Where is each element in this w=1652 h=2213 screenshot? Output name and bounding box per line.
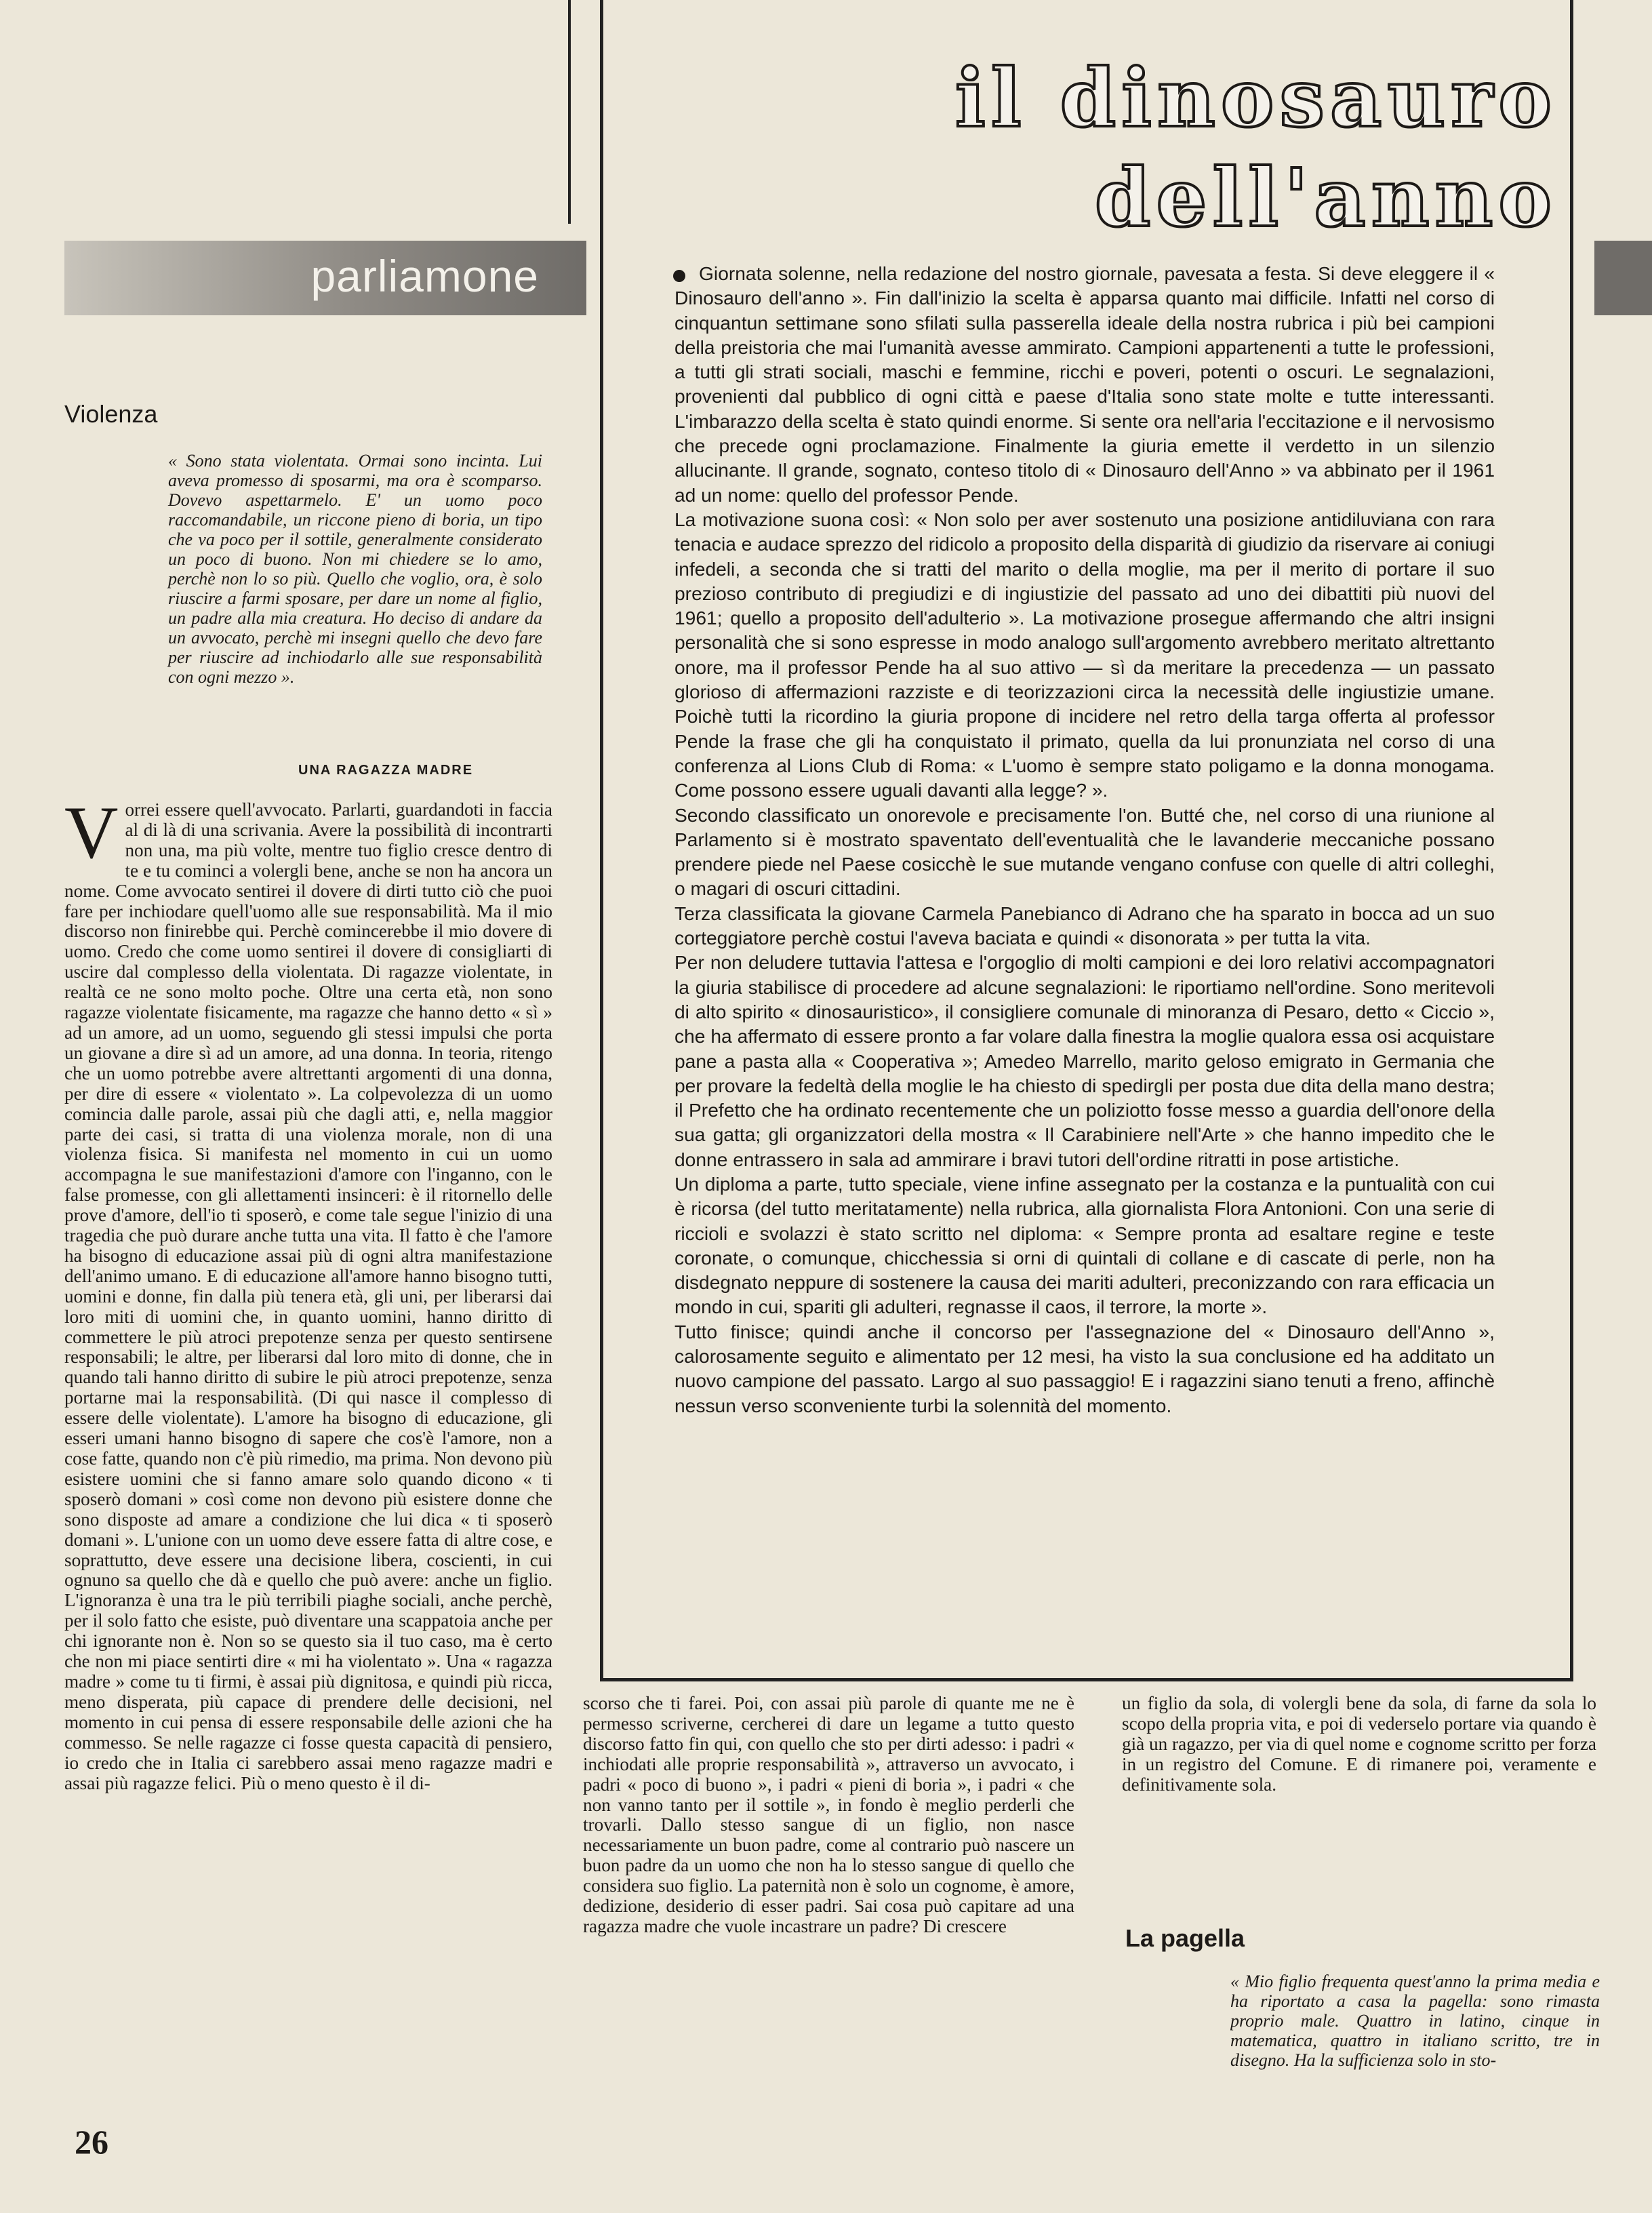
page-number: 26 bbox=[75, 2123, 108, 2161]
article-paragraph: Secondo classificato un onorevole e precisamente l'on. Butté che, nel corso di una riunione al Parlamento si è mostrato spaventato dell'eventualità che le lavanderie meccaniche possano prendere piede nel Paese cosicchè le sue mutande vengano confuse con quelle di altri colleghi, o magari di oscuri cittadini. bbox=[674, 803, 1495, 900]
article-paragraph: Per non deludere tuttavia l'attesa e l'orgoglio di molti campioni e dei loro relativi accompagnatori la giuria stabilisce di procedere ad alcune segnalazioni: le riportiamo nell'ordine. Sono meritevoli di alto spirito « dinosauristico», il consigliere comunale di minoranza di Pesaro, detto « Ciccio », che ha affermato di essere pronto a far volare dalla finestra la moglie qualora essa osi acquistare pane a pasta alla « Cooperativa »; Amedeo Marrello, marito geloso emigrato in Germania che per provare la fedeltà della moglie le ha chiesto di spedirgli per posta due dita della mano destra; il Prefetto che ha ordinato recentemente che un poliziotto fosse messo a guardia dell'onore della sua gatta; gli organizzatori della mostra « Il Carabiniere nell'Arte » che hanno impedito che le donne entrassero in sala ad ammirare i bravi tutori dell'ordine ritratti in pose artistiche. bbox=[674, 951, 1495, 1170]
article-paragraph: Giornata solenne, nella redazione del nostro giornale, pavesata a festa. Si deve eleggere il « Dinosauro dell'anno ». Fin dall'inizio la scelta è apparsa quanto mai difficile. Infatti nel corso di cinquantun settimane sono sfilati sulla passerella ideale della nostra rubrica i più bei campioni della preistoria che mai l'umanità avesse ammirato. Campioni appartenenti a tutte le professioni, a tutti gli strati sociali, maschi e femmine, ricchi e poveri, potenti o oscuri. Le segnalazioni, provenienti dal pubblico di ogni città e paese d'Italia sono state molte e tutte interessanti. L'imbarazzo della scelta è stato quindi enorme. Si sente ora nell'aria l'eccitazione e il nervosismo che precede ogni proclamazione. Finalmente la giuria emette il verdetto in un silenzio allucinante. Il grande, sognato, conteso titolo di « Dinosauro dell'Anno » va abbinato per il 1961 ad un nome: quello del professor Pende. bbox=[674, 262, 1495, 506]
pagella-letter: « Mio figlio frequenta quest'anno la prima media e ha riportato a casa la pagella: sono rimasta proprio male. Quattro in latino, cinque in matematica, quattro in italiano scritto, tre in disegno. Ha la sufficienza solo in sto- bbox=[1230, 1972, 1600, 2070]
reply-text: orrei essere quell'avvocato. Parlarti, guardandoti in faccia al di là di una scrivania. Avere la possibilità di incontrarti non una, ma più volte, mentre tuo figlio cresce dentro di te e tu cominci a volergli bene, anche se non ha ancora un nome. Come avvocato sentirei il dovere di dirti tutto ciò che puoi fare per inchiodare quell'uomo alle sue responsabilità. Ma il mio discorso non finirebbe qui. Perchè comincerebbe il mio dovere di uomo. Credo che come uomo sentirei il dovere di consigliarti di uscire dal complesso della violentata. Di ragazze violentate, in realtà ce ne sono molto poche. Oltre una certa età, non sono ragazze violentate fisicamente, ma ragazze che hanno detto « sì » ad un amore, ad un uomo, seguendo gli stessi impulsi che porta un giovane a dire sì ad un amore, ad una donna. In teoria, ritengo che un uomo potrebbe avere altrettanti argomenti di una donna, per dire di essere « violentato ». La colpevolezza di un uomo comincia dalle parole, assai più che dagli atti, e, nella maggior parte dei casi, si tratta di una violenza morale, non di una violenza fisica. Si manifesta nel momento in cui un uomo accompagna le sue manifestazioni d'amore con l'inganno, con le false promesse, con gli allettamenti insinceri: è il ritornello delle prove d'amore, dell'io ti sposerò, e come tale segue l'inizio di una tragedia che può durare anche tutta una vita. Il fatto è che l'amore ha bisogno di educazione assai più di ogni altra manifestazione dell'animo umano. E di educazione all'amore hanno bisogno tutti, uomini e donne, fin dalla più tenera età, gli uni, per liberarsi dai loro miti di uomini che, in quanto uomini, hanno diritto di commettere le più atroci prepotenze senza per questo sentirsene responsabili; le altre, per liberarsi dal loro mito di donne, che in quando tali hanno diritto di subire le più atroci prepotenze, senza portarne mai la responsabilità. (Di qui nasce il complesso di essere delle violentate). L'amore ha bisogno di educazione, gli esseri umani hanno bisogno di sapere che cos'è l'amore, non a cose fatte, quando non c'è più rimedio, ma prima. Non devono più esistere uomini che si fanno amare solo quando dicono « ti sposerò domani » così come non devono più esistere donne che sono disposte ad amare a condizione che lui dica « ti sposerò domani ». L'unione con un uomo deve essere fatta di altre cose, e soprattutto, deve essere una decisione libera, coscienti, in cui ognuno sa quello che dà e quello che può avere: anche un figlio. L'ignoranza è una tra le più terribili piaghe sociali, anche perchè, per il solo fatto che esiste, può diventare una scappatoia anche per chi ignorante non è. Non so se questo sia il tuo caso, ma è certo che non mi piace sentirti dire « mi ha violentato ». Una « ragazza madre » come tu ti firmi, è assai più dignitosa, e quindi più ricca, meno disperata, più capace di prendere delle decisioni, nel momento in cui pensa di essere responsabile delle azioni che ha commesso. Se nelle ragazze ci fosse questa capacità di pensiero, io credo che in Italia ci sarebbero assai meno ragazze madri e assai più ragazze felici. Più o meno questo è il di- bbox=[64, 800, 552, 1793]
article-paragraph: La motivazione suona così: « Non solo per aver sostenuto una posizione antidiluviana con rara tenacia e audace sprezzo del ridicolo a proposito della disparità di giudizio da riservare ai coniugi infedeli, a seconda che si tratti del marito o della moglie, ma per il merito di portare il suo prezioso contributo di pregiudizi e di ingiustizie del passato ad uno dei dibattiti più nuovi del 1961; quello a proposito dell'adulterio ». La motivazione prosegue affermando che altri insigni personalità che si sono espresse in modo analogo sull'argomento avrebbero meritato altrettanto onore, ma il professor Pende ha al suo attivo — sì da meritare la precedenza — un passato glorioso di affermazioni razziste e di teorizzazioni circa la necessità delle ingiustizie umane. Poichè tutti la ricordino la giuria propone di incidere nel retro della targa offerta al professor Pende la frase che gli ha conquistato il primato, quella da lui pronunziata nel corso di una conferenza al Lions Club di Roma: « L'uomo è sempre stato poligamo e la donna monogama. Come possono essere uguali davanti alla legge? ». bbox=[674, 508, 1495, 801]
dinosaur-article-body bbox=[674, 261, 1495, 1664]
reply-body bbox=[64, 800, 552, 2068]
article-heading-pagella: La pagella bbox=[1125, 1924, 1245, 1952]
article-paragraph: Terza classificata la giovane Carmela Panebianco di Adrano che ha sparato in bocca ad un suo corteggiatore perchè costui l'aveva baciata e quindi « disonorata » per tutta la vita. bbox=[674, 902, 1495, 949]
article-paragraph: Un diploma a parte, tutto speciale, viene infine assegnato per la costanza e la puntualità con cui è ricorsa (del tutto meritatamente) nella rubrica, alla giornalista Flora Antonioni. Con una serie di riccioli e svolazzi è stato scritto nel diploma: « Sempre pronta ad esaltare regine e teste coronate, o comunque, chicchessia si orni di quintali di collane e di cascate di perle, non ha disdegnato neppure di sostenere la causa dei mariti adulteri, preconizzando con rara efficacia un mondo in cui, spariti gli adulteri, regnasse il caos, il terrore, la morte ». bbox=[674, 1172, 1495, 1318]
article-title-line-2: dell'anno bbox=[1094, 151, 1557, 245]
reply-continuation: scorso che ti farei. Poi, con assai più parole di quante me ne è permesso scriverne, cercherei di dare un legame a tutto questo discorso fatto fin qui, con quello che sto per dirti adesso: i padri « inchiodati alle proprie responsabilità », attraverso un avvocato, i padri « poco di buono », i padri « pieni di boria », i padri « che non vanno tanto per il sottile », in fondo è meglio perderli che trovarli. Dallo stesso sangue di un figlio, non nasce necessariamente un buon padre, come al contrario può nascere un buon padre da un uomo che non ha lo stesso sangue di quello che considera suo figlio. La paternità non è solo un cognome, è amore, dedizione, desiderio di esser padri. Sai cosa può capitare ad una ragazza madre che vuole incastrare un padre? Di crescere bbox=[583, 1694, 1074, 1936]
article-title-line-1: il dinosauro bbox=[954, 51, 1557, 145]
section-banner bbox=[64, 241, 586, 315]
drop-cap: V bbox=[64, 800, 119, 874]
reply-conclusion: un figlio da sola, di volergli bene da sola, di farne da sola lo scopo della propria vita, e poi di vederselo portare via quando è già un ragazzo, per via di quel nome e cognome scritto per forza in un registro del Comune. E di rimanere poi, veramente e definitivamente sola. bbox=[1122, 1693, 1596, 1795]
article-heading-violenza: Violenza bbox=[64, 400, 158, 428]
letter-signature: UNA RAGAZZA MADRE bbox=[298, 763, 474, 778]
article-paragraph: Tutto finisce; quindi anche il concorso per l'assegnazione del « Dinosauro dell'Anno », calorosamente seguito e alimentato per 12 mesi, ha visto la sua conclusione ed ha additato un nuovo campione del passato. Largo al suo passaggio! E i ragazzini siano tenuti a freno, affinchè nessun verso sconveniente turbi la solennità del momento. bbox=[674, 1320, 1495, 1416]
page-edge-tab bbox=[1594, 241, 1652, 315]
reader-letter: « Sono stata violentata. Ormai sono incinta. Lui aveva promesso di sposarmi, ma ora è scomparso. Dovevo aspettarmelo. E' un uomo poco raccomandabile, un riccone pieno di boria, un tipo che va poco per il sottile, generalmente considerato un poco di buono. Non mi chiedere se lo amo, perchè non lo so più. Quello che voglio, ora, è solo riuscire a farmi sposare, per dare un nome al figlio, un padre alla mia creatura. Ho deciso di andare da un avvocato, perchè mi insegni quello che devo fare per riuscire ad inchiodarlo alle sue responsabilità con ogni mezzo ». bbox=[168, 451, 542, 687]
section-label: parliamone bbox=[310, 251, 539, 301]
column-divider bbox=[568, 0, 571, 224]
